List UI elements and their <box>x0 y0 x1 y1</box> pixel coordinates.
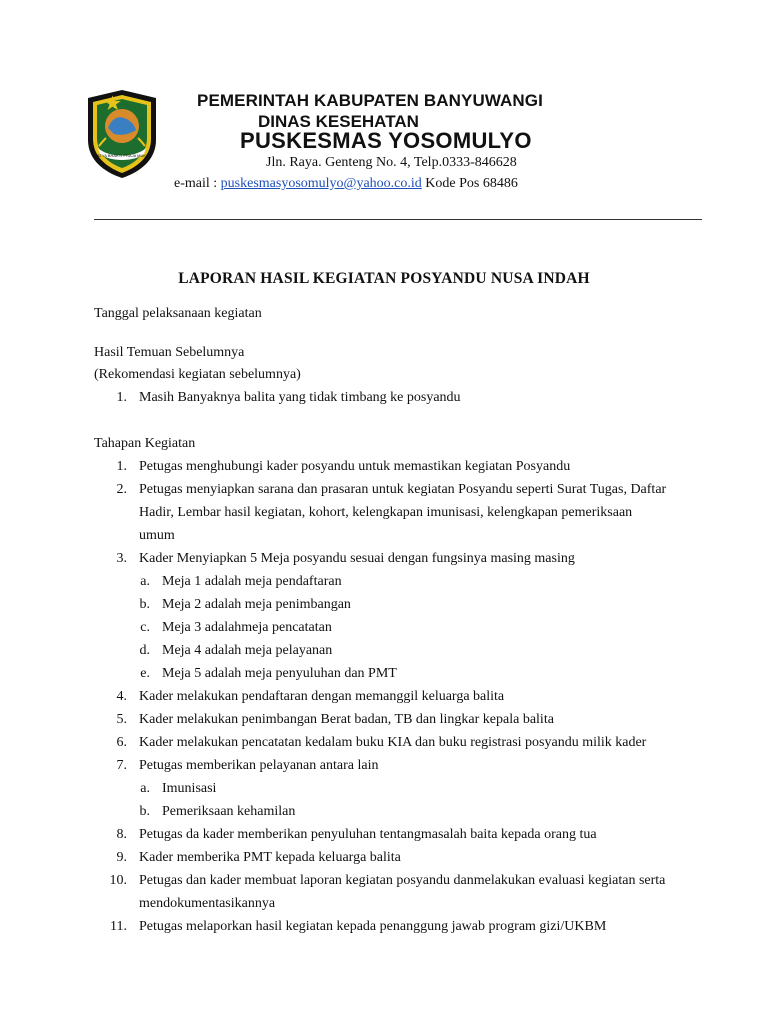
stage-subitem-text: Meja 2 adalah meja penimbangan <box>162 597 351 612</box>
stage-item-number: 7. <box>116 758 127 773</box>
department-name: DINAS KESEHATAN <box>258 112 419 131</box>
stage-subitem-number: b. <box>139 597 150 612</box>
puskesmas-name: PUSKESMAS YOSOMULYO <box>240 128 532 153</box>
previous-finding-item-number: 1. <box>116 390 127 405</box>
stage-item-text: Hadir, Lembar hasil kegiatan, kohort, kelengkapan imunisasi, kelengkapan pemeriksaan <box>139 505 633 520</box>
stage-item-text: mendokumentasikannya <box>139 896 276 911</box>
stage-item-number: 6. <box>116 735 127 750</box>
stage-item-text: Petugas melaporkan hasil kegiatan kepada penanggung jawab program gizi/UKBM <box>139 919 607 934</box>
date-label: Tanggal pelaksanaan kegiatan <box>94 306 262 321</box>
stage-subitem-number: b. <box>139 804 150 819</box>
stage-item-text: Petugas da kader memberikan penyuluhan tentangmasalah baita kepada orang tua <box>139 827 597 842</box>
stage-item-text: umum <box>139 528 175 543</box>
stage-subitem-number: a. <box>140 781 150 796</box>
stage-item-text: Petugas menyiapkan sarana dan prasaran untuk kegiatan Posyandu seperti Surat Tugas, Daftar <box>139 482 667 497</box>
stage-item-number: 1. <box>116 459 127 474</box>
stage-subitem-text: Imunisasi <box>162 781 217 796</box>
stage-subitem-number: d. <box>139 643 150 658</box>
stage-item-number: 5. <box>116 712 127 727</box>
stage-item-text: Petugas dan kader membuat laporan kegiatan posyandu danmelakukan evaluasi kegiatan serta <box>139 873 666 888</box>
previous-finding-item-text: Masih Banyaknya balita yang tidak timbang ke posyandu <box>139 390 461 405</box>
contact-text <box>174 176 518 192</box>
email-link[interactable]: puskesmasyosomulyo@yahoo.co.id <box>220 176 422 191</box>
stage-subitem-text: Pemeriksaan kehamilan <box>162 804 296 819</box>
stage-item-number: 10. <box>109 873 127 888</box>
address-text: Jln. Raya. Genteng No. 4, Telp.0333-846628 <box>266 155 517 170</box>
regency-emblem-logo <box>84 88 160 180</box>
stage-item-number: 9. <box>116 850 127 865</box>
postal-code: Kode Pos 68486 <box>421 176 518 191</box>
previous-findings-heading: Hasil Temuan Sebelumnya <box>94 345 245 360</box>
stage-item-number: 4. <box>116 689 127 704</box>
email-prefix: e-mail : <box>174 176 221 191</box>
stage-item-text: Petugas memberikan pelayanan antara lain <box>139 758 379 773</box>
stage-subitem-text: Meja 3 adalahmeja pencatatan <box>162 620 332 635</box>
stage-item-number: 11. <box>110 919 127 934</box>
stage-subitem-text: Meja 4 adalah meja pelayanan <box>162 643 333 658</box>
stage-subitem-number: c. <box>140 620 150 635</box>
stage-item-text: Kader melakukan pendaftaran dengan memanggil keluarga balita <box>139 689 505 704</box>
activity-stages-heading: Tahapan Kegiatan <box>94 436 196 451</box>
stage-subitem-text: Meja 5 adalah meja penyuluhan dan PMT <box>162 666 397 681</box>
stage-item-number: 8. <box>116 827 127 842</box>
stage-item-number: 3. <box>116 551 127 566</box>
emblem-motto: SATYA BHAKTI PRAJA MUKTI <box>94 153 150 158</box>
stage-subitem-number: e. <box>140 666 150 681</box>
stage-item-number: 2. <box>116 482 127 497</box>
stage-item-text: Kader memberika PMT kepada keluarga balita <box>139 850 401 865</box>
stage-subitem-number: a. <box>140 574 150 589</box>
letterhead-divider <box>94 219 702 220</box>
stage-subitem-text: Meja 1 adalah meja pendaftaran <box>162 574 342 589</box>
stage-item-text: Petugas menghubungi kader posyandu untuk memastikan kegiatan Posyandu <box>139 459 571 474</box>
government-name: PEMERINTAH KABUPATEN BANYUWANGI <box>197 91 543 110</box>
stage-item-text: Kader Menyiapkan 5 Meja posyandu sesuai dengan fungsinya masing masing <box>139 551 575 566</box>
previous-findings-subheading: (Rekomendasi kegiatan sebelumnya) <box>94 367 301 382</box>
report-title: LAPORAN HASIL KEGIATAN POSYANDU NUSA INDAH <box>178 270 590 287</box>
stage-item-text: Kader melakukan penimbangan Berat badan, TB dan lingkar kepala balita <box>139 712 554 727</box>
stage-item-text: Kader melakukan pencatatan kedalam buku KIA dan buku registrasi posyandu milik kader <box>139 735 647 750</box>
